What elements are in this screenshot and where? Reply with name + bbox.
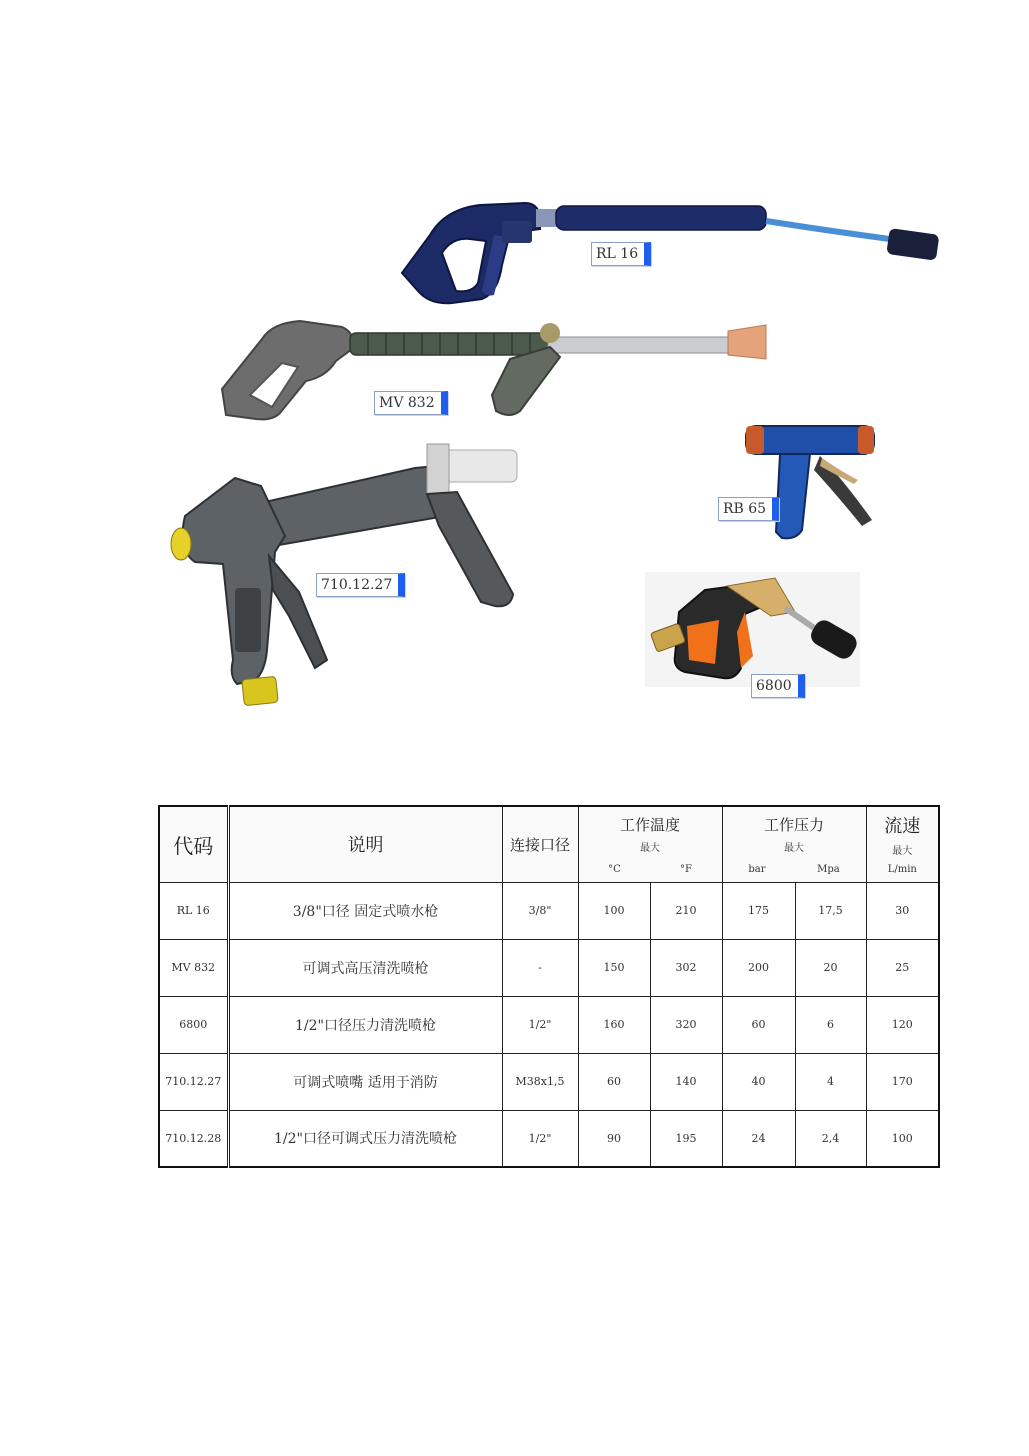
table-row [159, 1053, 939, 1110]
cell-bar: 24 [722, 1110, 795, 1167]
cell-temp-c: 150 [578, 939, 650, 996]
6800-pressure-gun-image [645, 572, 860, 687]
cell-bar: 40 [722, 1053, 795, 1110]
cell-flow: 100 [866, 1110, 939, 1167]
rb65-nozzle-image [740, 420, 885, 545]
table-row [159, 996, 939, 1053]
unit-mpa: Mpa [817, 863, 840, 875]
cell-flow: 25 [866, 939, 939, 996]
cell-mpa: 20 [795, 939, 866, 996]
cell-description: 可调式高压清洗喷枪 [228, 939, 502, 996]
cell-code: RL 16 [159, 882, 228, 939]
header-code: 代码 [159, 806, 228, 882]
cell-mpa: 2,4 [795, 1110, 866, 1167]
cell-temp-c: 90 [578, 1110, 650, 1167]
cell-flow: 120 [866, 996, 939, 1053]
cell-temp-f: 302 [650, 939, 722, 996]
header-flow: 流速 最大 L/min [866, 806, 939, 882]
cell-temp-c: 60 [578, 1053, 650, 1110]
product-label-710: 710.12.27 [316, 573, 405, 597]
cell-connection: 1/2" [502, 1110, 578, 1167]
product-label-rl16: RL 16 [591, 242, 651, 266]
cell-flow: 170 [866, 1053, 939, 1110]
cell-description: 1/2"口径可调式压力清洗喷枪 [228, 1110, 502, 1167]
product-label-mv832: MV 832 [374, 391, 448, 415]
cell-connection: M38x1,5 [502, 1053, 578, 1110]
cell-mpa: 4 [795, 1053, 866, 1110]
cell-code: 710.12.27 [159, 1053, 228, 1110]
cell-connection: 3/8" [502, 882, 578, 939]
cell-temp-f: 210 [650, 882, 722, 939]
cell-bar: 60 [722, 996, 795, 1053]
cell-description: 可调式喷嘴 适用于消防 [228, 1053, 502, 1110]
cell-mpa: 6 [795, 996, 866, 1053]
header-connection: 连接口径 [502, 806, 578, 882]
header-description: 说明 [228, 806, 502, 882]
unit-fahrenheit: °F [679, 863, 692, 875]
cell-bar: 200 [722, 939, 795, 996]
cell-code: 6800 [159, 996, 228, 1053]
cell-temp-c: 100 [578, 882, 650, 939]
mv832-lance-image [210, 315, 780, 430]
cell-bar: 175 [722, 882, 795, 939]
cell-temp-f: 195 [650, 1110, 722, 1167]
rl16-spray-gun-image [390, 195, 950, 315]
header-pressure: 工作压力 最大 bar Mpa [722, 806, 866, 882]
cell-code: 710.12.28 [159, 1110, 228, 1167]
unit-bar: bar [748, 863, 766, 875]
cell-code: MV 832 [159, 939, 228, 996]
cell-connection: - [502, 939, 578, 996]
cell-flow: 30 [866, 882, 939, 939]
table-row [159, 882, 939, 939]
table-row [159, 939, 939, 996]
cell-connection: 1/2" [502, 996, 578, 1053]
cell-temp-f: 140 [650, 1053, 722, 1110]
product-label-6800: 6800 [751, 674, 805, 698]
cell-temp-f: 320 [650, 996, 722, 1053]
product-label-rb65: RB 65 [718, 497, 779, 521]
cell-temp-c: 160 [578, 996, 650, 1053]
table-header-row [159, 806, 939, 882]
cell-mpa: 17,5 [795, 882, 866, 939]
cell-description: 3/8"口径 固定式喷水枪 [228, 882, 502, 939]
cell-description: 1/2"口径压力清洗喷枪 [228, 996, 502, 1053]
table-row [159, 1110, 939, 1167]
header-temp: 工作温度 最大 °C °F [578, 806, 722, 882]
spec-table [158, 805, 940, 1168]
unit-celsius: °C [608, 863, 621, 875]
